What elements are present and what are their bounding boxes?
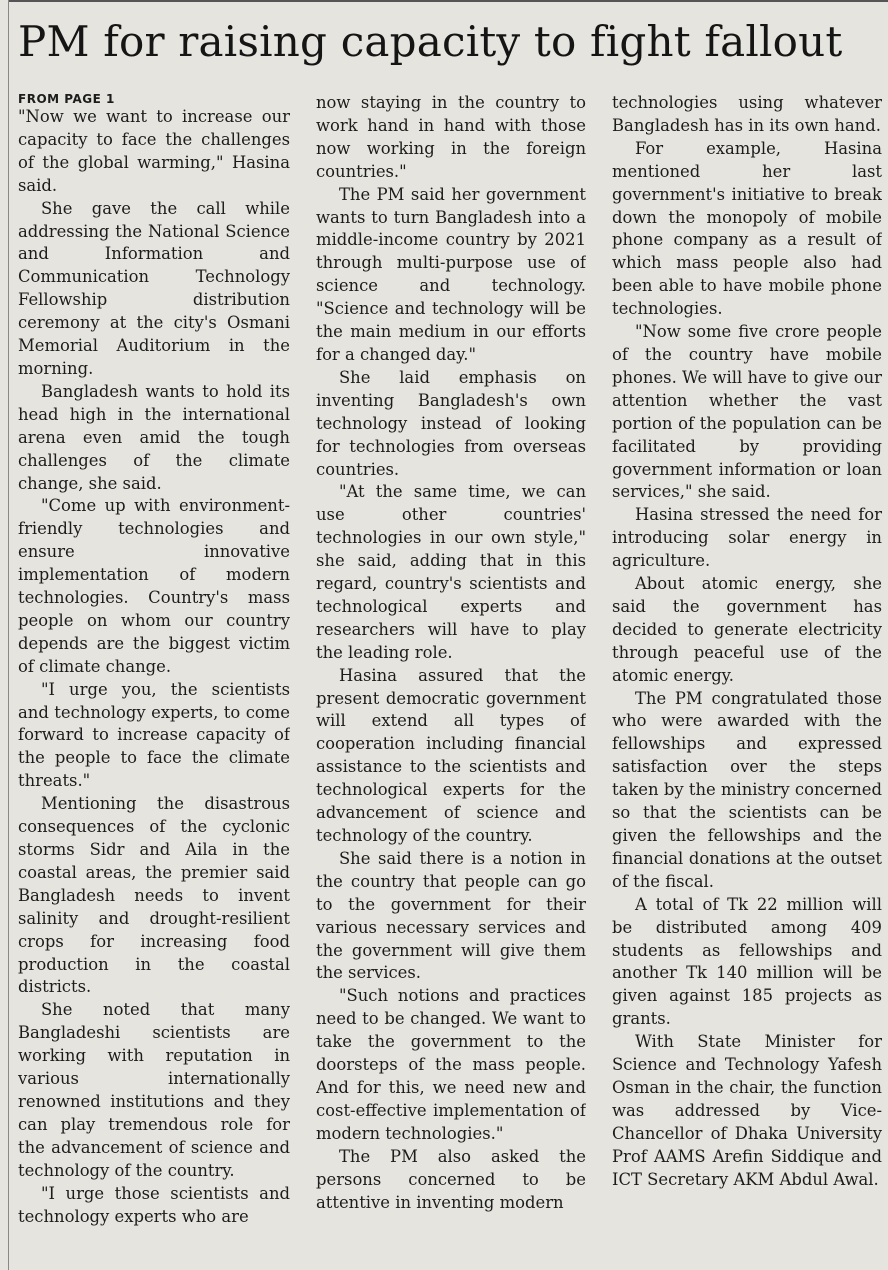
paragraph: She noted that many Bangladeshi scientists are working with reputation in various internationally renowned institutions and they can play tremendous role for the advancement of science and technology of the country.	[18, 1000, 290, 1180]
paragraph: "I urge you, the scientists and technology experts, to come forward to increase capacity of the people to face the climate threats."	[18, 679, 290, 791]
paragraph: About atomic energy, she said the government has decided to generate electricity through peaceful use of the atomic energy.	[612, 574, 882, 685]
paragraph: The PM also asked the persons concerned to be attentive in inventing modern	[316, 1146, 586, 1212]
paragraph: "Now some five crore people of the country have mobile phones. We will have to give our attention whether the vast portion of the population can be facilitated by providing government information or loan services," she said.	[612, 322, 882, 502]
paragraph: "Now we want to increase our capacity to face the challenges of the global warming," Hasina said.	[18, 107, 290, 195]
top-rule	[8, 0, 888, 2]
paragraph: Bangladesh wants to hold its head high in the international arena even amid the tough challenges of the climate change, she said.	[18, 381, 290, 493]
paragraph: "Come up with environment-friendly technologies and ensure innovative implementation of modern technologies. Country's mass people on whom our country depends are the biggest victim of climate change.	[18, 496, 290, 676]
paragraph: "I urge those scientists and technology experts who are	[18, 1183, 290, 1226]
paragraph: Hasina assured that the present democratic government will extend all types of cooperation including financial assistance to the scientists and technological experts for the advancement of science and technology of the country.	[316, 665, 586, 845]
paragraph: With State Minister for Science and Technology Yafesh Osman in the chair, the function was addressed by Vice-Chancellor of Dhaka University Prof AAMS Arefin Siddique and ICT Secretary AKM Abdul Awal.	[612, 1032, 882, 1189]
paragraph: The PM said her government wants to turn Bangladesh into a middle-income country by 2021 through multi-purpose use of science and technology. "Science and technology will be the main medium in our efforts for a changed day."	[316, 184, 586, 364]
kicker: FROM PAGE 1	[18, 92, 115, 106]
paragraph: She said there is a notion in the country that people can go to the government for their various necessary services and the government will give them the services.	[316, 848, 586, 983]
paragraph: The PM congratulated those who were awarded with the fellowships and expressed satisfaction over the steps taken by the ministry concerned so that the scientists can be given the fellowships and the financial donations at the outset of the fiscal.	[612, 688, 882, 891]
paragraph: She gave the call while addressing the National Science and Information and Communication Technology Fellowship distribution ceremony at the city's Osmani Memorial Auditorium in the morning.	[18, 198, 290, 378]
paragraph: technologies using whatever Bangladesh has in its own hand.	[612, 93, 882, 135]
column-3	[612, 92, 882, 1262]
paragraph: Mentioning the disastrous consequences of the cyclonic storms Sidr and Aila in the coastal areas, the premier said Bangladesh needs to invent salinity and drought-resilient crops for increasing food production in the coastal districts.	[18, 794, 290, 997]
paragraph: A total of Tk 22 million will be distributed among 409 students as fellowships and another Tk 140 million will be given against 185 projects as grants.	[612, 894, 882, 1029]
left-rule	[8, 0, 9, 1270]
paragraph: For example, Hasina mentioned her last government's initiative to break down the monopoly of mobile phone company as a result of which mass people also had been able to have mobile phone technologies.	[612, 138, 882, 319]
paragraph: She laid emphasis on inventing Bangladesh's own technology instead of looking for technologies from overseas countries.	[316, 367, 586, 479]
headline: PM for raising capacity to fight fallout	[18, 17, 843, 66]
paragraph: now staying in the country to work hand in hand with those now working in the foreign countries."	[316, 93, 586, 181]
column-2	[316, 92, 586, 1262]
paragraph: "At the same time, we can use other countries' technologies in our own style," she said, adding that in this regard, country's scientists and technological experts and researchers will have to play the leading role.	[316, 482, 586, 662]
column-1	[18, 92, 290, 1262]
paragraph: Hasina stressed the need for introducing solar energy in agriculture.	[612, 505, 882, 571]
paragraph: "Such notions and practices need to be changed. We want to take the government to the doorsteps of the mass people. And for this, we need new and cost-effective implementation of modern technologies."	[316, 986, 586, 1143]
